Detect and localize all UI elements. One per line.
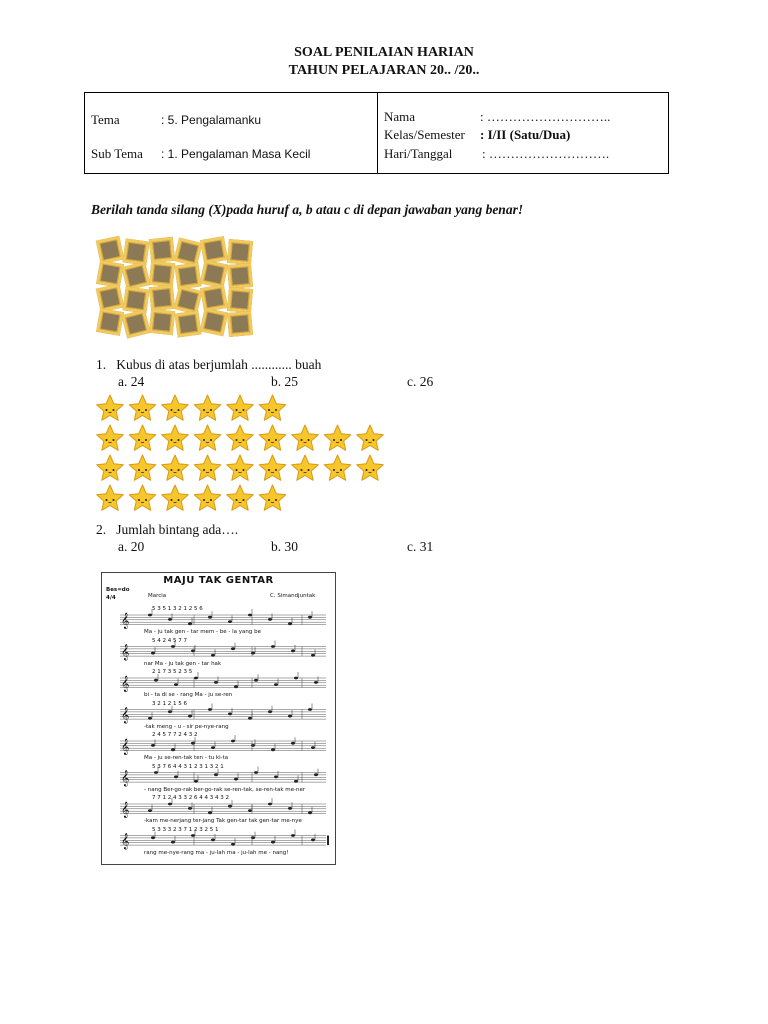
note-head: [308, 811, 312, 814]
score-lyric-line: Ma - ju tak gen - tar mem - be - la yang be: [144, 629, 262, 635]
cube-item: [122, 286, 149, 313]
note-head: [251, 836, 255, 839]
note-head: [308, 616, 312, 619]
note-head: [208, 616, 212, 619]
note-head: [311, 654, 315, 657]
cube-item: [200, 308, 228, 336]
note-head: [291, 834, 295, 837]
nama-field[interactable]: : ………………………..: [480, 109, 611, 124]
staff-line-group: [120, 704, 326, 724]
note-head: [234, 778, 238, 781]
nama-row[interactable]: [384, 109, 610, 125]
star-icon: [259, 455, 286, 480]
note-head: [254, 771, 258, 774]
question-2: [96, 521, 238, 538]
star-icon: [259, 425, 286, 450]
note-head: [268, 803, 272, 806]
note-head: [274, 776, 278, 779]
note-head: [248, 717, 252, 720]
note-head: [248, 614, 252, 617]
score-number-line: 3 2 1 2 1 5 6: [152, 700, 187, 707]
star-illustration: [96, 394, 396, 519]
question-1-number: 1.: [96, 357, 107, 372]
cube-item: [149, 261, 175, 287]
note-head: [311, 839, 315, 842]
question-1-option-a[interactable]: a. 24: [118, 374, 145, 389]
tema-row: [91, 112, 261, 128]
note-head: [314, 681, 318, 684]
score-number-line: 2 4 5 7 7 2 4 3 2: [152, 732, 198, 738]
treble-clef-icon: 𝄞: [121, 613, 130, 629]
staff-line-group: [120, 672, 326, 692]
score-lyric-line: nar Ma - ju tak gen - tar hak: [144, 660, 222, 667]
hari-row[interactable]: [384, 146, 609, 162]
staff-line-group: [120, 798, 326, 818]
note-head: [168, 803, 172, 806]
note-head: [151, 652, 155, 655]
info-right-cell: [378, 93, 668, 173]
note-head: [254, 679, 258, 682]
star-icon: [227, 485, 254, 510]
cube-item: [174, 310, 201, 337]
staff-line-group: [120, 830, 326, 850]
hari-field[interactable]: : ……………………….: [482, 146, 610, 161]
treble-clef-icon: 𝄞: [121, 802, 130, 818]
cube-item: [149, 285, 175, 311]
score-number-line: 2 1 7 3 5 2 3 5: [152, 669, 193, 675]
star-icon: [324, 455, 351, 480]
cube-item: [96, 308, 124, 336]
score-lyric-line: -kam me-nerjang ter-jang Tak gen-tar tak gen-tar me-nye: [144, 818, 302, 824]
star-icon: [162, 425, 189, 450]
note-head: [314, 773, 318, 776]
note-head: [271, 841, 275, 844]
star-icon: [97, 455, 124, 480]
subtema-label: Sub Tema: [91, 146, 143, 161]
star-icon: [194, 485, 221, 510]
kelas-value: : I/II (Satu/Dua): [480, 127, 571, 142]
note-head: [288, 807, 292, 810]
cube-item: [149, 309, 175, 335]
kelas-row: [384, 127, 570, 143]
star-icon: [259, 485, 286, 510]
star-icon: [227, 425, 254, 450]
score-time: 4/4: [106, 595, 116, 601]
score-composer: C. Simandjuntak: [270, 593, 316, 599]
star-icon: [357, 455, 384, 480]
note-head: [191, 742, 195, 745]
score-lyric-line: Ma - ju se-ren-tak ten - tu ki-ta: [144, 755, 229, 761]
star-icon: [129, 395, 156, 420]
note-head: [151, 836, 155, 839]
star-icon: [292, 455, 319, 480]
note-head: [191, 650, 195, 653]
note-head: [211, 654, 215, 657]
note-head: [291, 742, 295, 745]
cube-item: [149, 237, 175, 263]
question-2-option-b[interactable]: b. 30: [271, 539, 298, 554]
score-tempo: Marcia: [148, 593, 167, 599]
question-1-option-c[interactable]: c. 26: [407, 374, 434, 389]
info-left-cell: [85, 93, 378, 173]
note-head: [228, 713, 232, 716]
note-head: [211, 839, 215, 842]
subtema-value: : 1. Pengalaman Masa Kecil: [161, 147, 311, 161]
note-head: [234, 685, 238, 688]
note-head: [308, 708, 312, 711]
instruction-text: Berilah tanda silang (X)pada huruf a, b atau c di depan jawaban yang benar!: [91, 202, 524, 217]
star-icon: [194, 425, 221, 450]
treble-clef-icon: 𝄞: [121, 644, 130, 661]
staff-line-group: [120, 641, 326, 661]
note-head: [174, 683, 178, 686]
note-head: [268, 710, 272, 713]
star-icon: [292, 425, 319, 450]
note-head: [188, 715, 192, 718]
star-icon: [324, 425, 351, 450]
note-head: [148, 717, 152, 720]
note-head: [194, 677, 198, 680]
star-icon: [162, 455, 189, 480]
score-key: Bes=do: [106, 587, 130, 593]
note-head: [188, 622, 192, 625]
page-title: SOAL PENILAIAN HARIAN: [294, 45, 474, 60]
cube-item: [227, 263, 253, 289]
star-icon: [97, 395, 124, 420]
note-head: [248, 809, 252, 812]
note-head: [268, 618, 272, 621]
note-head: [211, 746, 215, 749]
note-head: [191, 834, 195, 837]
star-icon: [129, 485, 156, 510]
note-head: [294, 780, 298, 783]
star-icon: [227, 395, 254, 420]
question-2-text: Jumlah bintang ada….: [116, 522, 239, 537]
note-head: [291, 650, 295, 653]
tema-label: Tema: [91, 112, 120, 127]
info-table: [84, 92, 669, 174]
star-icon: [162, 395, 189, 420]
cube-item: [227, 311, 253, 337]
cube-item: [121, 309, 150, 338]
note-head: [228, 805, 232, 808]
score-number-line: 5 3 7 6 4 4 3 1 2 3 1 3 2 1: [152, 763, 224, 770]
cube-item: [96, 260, 124, 288]
treble-clef-icon: 𝄞: [121, 770, 130, 787]
cube-item: [227, 287, 253, 313]
note-head: [294, 677, 298, 680]
staff-line-group: [120, 609, 326, 629]
note-head: [214, 681, 218, 684]
note-head: [168, 710, 172, 713]
star-icon: [162, 485, 189, 510]
note-head: [148, 809, 152, 812]
score-lyric-line: -tak meng - u - sir pe-nye-rang: [144, 723, 229, 730]
note-head: [154, 771, 158, 774]
note-head: [231, 740, 235, 743]
score-number-line: 5 4 2 4 5 7 7: [152, 637, 187, 644]
note-head: [288, 622, 292, 625]
score-lyric-line: rang me-nye-rang ma - ju-lah ma - ju-lah me - nang!: [144, 849, 289, 856]
note-head: [274, 683, 278, 686]
note-head: [148, 614, 152, 617]
question-2-number: 2.: [96, 522, 107, 537]
note-head: [188, 807, 192, 810]
note-head: [228, 620, 232, 623]
tema-value: : 5. Pengalamanku: [161, 113, 262, 127]
note-head: [311, 746, 315, 749]
note-head: [251, 744, 255, 747]
star-icon: [259, 395, 286, 420]
note-head: [251, 652, 255, 655]
question-1: [96, 356, 321, 373]
score-number-line: 7 7 1 2 4 3 3 2 6 4 4 3 4 3 2: [152, 795, 229, 801]
cube-item: [122, 238, 149, 265]
note-head: [231, 843, 235, 846]
cube-item: [227, 239, 253, 265]
question-2-option-a[interactable]: a. 20: [118, 539, 145, 554]
star-icon: [357, 425, 384, 450]
staff-line-group: [120, 767, 326, 787]
star-icon: [129, 455, 156, 480]
treble-clef-icon: 𝄞: [121, 707, 130, 724]
treble-clef-icon: 𝄞: [121, 739, 130, 755]
score-number-line: 5 3 5 1 3 2 1 2 5 6: [152, 606, 203, 612]
star-icon: [194, 395, 221, 420]
note-head: [171, 841, 175, 844]
note-head: [171, 748, 175, 751]
question-1-text: Kubus di atas berjumlah ............ buah: [116, 357, 322, 372]
note-head: [151, 744, 155, 747]
treble-clef-icon: 𝄞: [121, 676, 130, 692]
note-head: [214, 773, 218, 776]
score-lyric-line: - nang Ber-go-rak ber-go-rak se-ren-tak, se-ren-tak me-ner: [144, 786, 306, 793]
star-icon: [227, 455, 254, 480]
page-subtitle: TAHUN PELAJARAN 20.. /20..: [288, 63, 480, 78]
subtema-row: [91, 146, 310, 162]
star-icon: [97, 425, 124, 450]
nama-label: Nama: [384, 109, 416, 124]
score-number-line: 5 3 3 3 2 3 7 1 2 3 2 5 1: [152, 826, 219, 833]
note-head: [208, 708, 212, 711]
note-head: [208, 811, 212, 814]
note-head: [168, 618, 172, 621]
note-head: [271, 748, 275, 751]
treble-clef-icon: 𝄞: [121, 833, 130, 850]
hari-label: Hari/Tanggal: [384, 146, 453, 161]
star-icon: [129, 425, 156, 450]
song-score: [101, 572, 336, 865]
question-2-option-c[interactable]: c. 31: [407, 539, 434, 554]
note-head: [231, 647, 235, 650]
staff-line-group: [120, 735, 326, 755]
note-head: [288, 715, 292, 718]
score-title: MAJU TAK GENTAR: [163, 575, 274, 586]
score-lyric-line: bi - ta di se - rang Ma - ju se-ren: [144, 692, 233, 698]
note-head: [194, 780, 198, 783]
note-head: [171, 645, 175, 648]
note-head: [271, 645, 275, 648]
note-head: [154, 679, 158, 682]
star-icon: [97, 485, 124, 510]
star-icon: [194, 455, 221, 480]
note-head: [174, 776, 178, 779]
question-1-option-b[interactable]: b. 25: [271, 374, 298, 389]
cube-item: [200, 260, 228, 288]
kelas-label: Kelas/Semester: [384, 127, 465, 142]
